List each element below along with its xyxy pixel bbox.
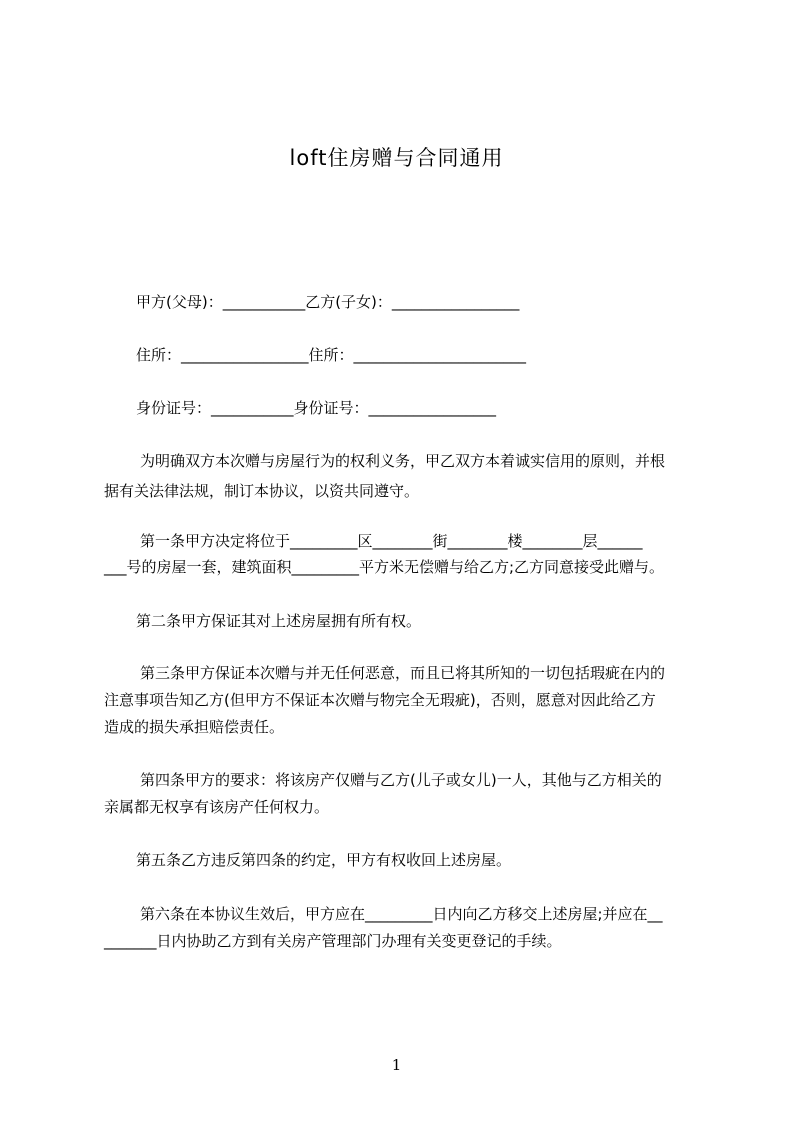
- article-2-line-1: 第二条甲方保证其对上述房屋拥有所有权。: [136, 612, 422, 630]
- article-3-line-3: 造成的损失承担赔偿责任。: [104, 718, 285, 736]
- article-6-line-2: _______日内协助乙方到有关房产管理部门办理有关变更登记的手续。: [104, 932, 562, 950]
- article-1-line-1: 第一条甲方决定将位于_________区________街________楼________层______: [140, 532, 643, 550]
- paragraph-purpose-line-2: 据有关法律法规，制订本协议，以资共同遵守。: [104, 482, 420, 500]
- party-names-line: 甲方(父母)：___________乙方(子女)：_________________: [136, 293, 520, 311]
- party-id-line: 身份证号：___________身份证号：_________________: [136, 399, 497, 417]
- paragraph-purpose-line-1: 为明确双方本次赠与房屋行为的权利义务，甲乙双方本着诚实信用的原则，并根: [140, 452, 666, 470]
- article-3-line-1: 第三条甲方保证本次赠与并无任何恶意，而且已将其所知的一切包括瑕疵在内的: [140, 664, 666, 682]
- article-4-line-1: 第四条甲方的要求：将该房产仅赠与乙方(儿子或女儿)一人，其他与乙方相关的: [140, 771, 662, 789]
- page-number: 1: [391, 1056, 402, 1074]
- article-3-line-2: 注意事项告知乙方(但甲方不保证本次赠与物完全无瑕疵)，否则，愿意对因此给乙方: [104, 691, 656, 709]
- document-title: loft住房赠与合同通用: [289, 146, 504, 170]
- article-6-line-1: 第六条在本协议生效后，甲方应在_________日内向乙方移交上述房屋;并应在__: [140, 905, 663, 923]
- party-address-line: 住所：_________________住所：_______________________: [136, 346, 527, 364]
- article-1-line-2: ___号的房屋一套，建筑面积_________平方米无偿赠与给乙方;乙方同意接受此赠与。: [104, 558, 665, 576]
- article-4-line-2: 亲属都无权享有该房产任何权力。: [104, 798, 330, 816]
- article-5-line-1: 第五条乙方违反第四条的约定，甲方有权收回上述房屋。: [136, 851, 512, 869]
